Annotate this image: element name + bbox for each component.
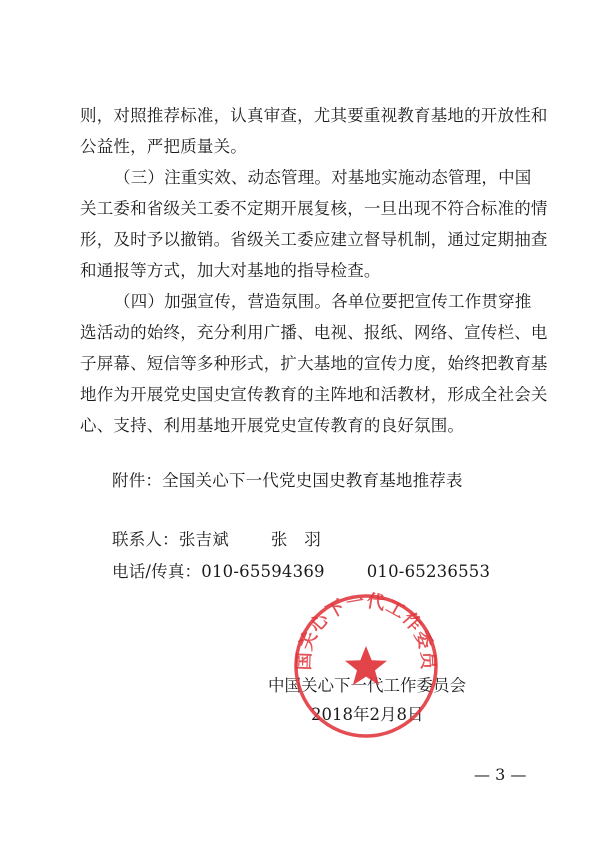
seal-graphic: [292, 592, 440, 740]
attachment-line: 附件：全国关心下一代党史国史教育基地推荐表: [112, 471, 463, 490]
page-number: — 3 —: [474, 765, 527, 784]
body-line-4: 关工委和省级关工委不定期开展复核，一旦出现不符合标准的情: [80, 199, 548, 218]
phone-line: [112, 560, 490, 584]
phone-number-1: 010-65594369: [201, 562, 325, 581]
body-line-10: 地作为开展党史国史宣传教育的主阵地和活教材，形成全社会关: [80, 385, 548, 404]
body-line-1: 则，对照推荐标准，认真审查，尤其要重视教育基地的开放性和: [80, 106, 548, 125]
phone-number-2: 010-65236553: [366, 562, 491, 581]
phone-label: 电话/传真：: [112, 562, 202, 581]
body-line-9: 子屏幕、短信等多种形式，扩大基地的宣传力度，始终把教育基: [80, 354, 548, 373]
body-line-6: 和通报等方式，加大对基地的指导检查。: [80, 261, 381, 280]
contact-person-2: 张 羽: [270, 530, 322, 549]
seal-lettering: 国关心下一代工作委员: [293, 592, 439, 671]
body-line-7: （四）加强宣传，营造氛围。各单位要把宣传工作贯穿推: [114, 292, 532, 311]
official-seal: [292, 592, 440, 740]
body-line-11: 心、支持、利用基地开展党史宣传教育的良好氛围。: [80, 416, 465, 435]
contact-label: 联系人：: [112, 530, 179, 549]
signature-date: 2018年2月8日: [311, 705, 424, 724]
contact-person-1: 张吉斌: [178, 530, 229, 549]
contact-line: [112, 528, 321, 552]
body-line-8: 选活动的始终，充分利用广播、电视、报纸、网络、宣传栏、电: [80, 323, 548, 342]
body-line-5: 形，及时予以撤销。省级关工委应建立督导机制，通过定期抽查: [80, 230, 548, 249]
body-line-3: （三）注重实效、动态管理。对基地实施动态管理，中国: [114, 168, 532, 187]
signature-org: 中国关心下一代工作委员会: [268, 676, 466, 695]
body-line-2: 公益性，严把质量关。: [80, 137, 247, 156]
seal-star-icon: [345, 646, 387, 685]
